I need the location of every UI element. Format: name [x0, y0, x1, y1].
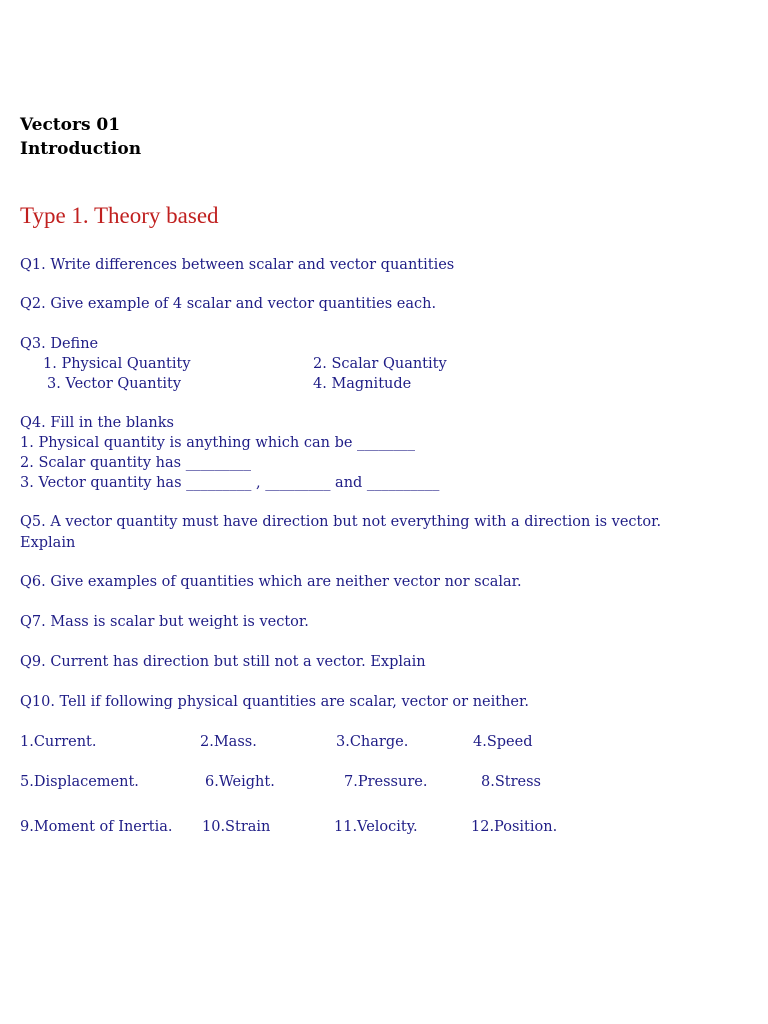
q10-item-displacement: 5.Displacement.: [20, 774, 139, 790]
question-q6: Q6. Give examples of quantities which are neither vector nor scalar.: [20, 574, 522, 590]
q10-item-mass: 2.Mass.: [200, 734, 257, 750]
q10-item-position: 12.Position.: [471, 819, 558, 835]
question-q5-line1: Q5. A vector quantity must have direction but not everything with a direction is vector.: [20, 514, 662, 530]
document-subtitle: Introduction: [20, 139, 142, 159]
q10-item-current: 1.Current.: [20, 734, 97, 750]
section-title: Type 1. Theory based: [20, 203, 219, 228]
q10-item-pressure: 7.Pressure.: [344, 774, 428, 790]
q10-item-stress: 8.Stress: [481, 774, 541, 790]
q10-item-weight: 6.Weight.: [205, 774, 275, 790]
q3-item-magnitude: 4. Magnitude: [313, 376, 412, 392]
q10-item-velocity: 11.Velocity.: [334, 819, 418, 835]
question-q4-prompt: Q4. Fill in the blanks: [20, 415, 174, 431]
question-q7: Q7. Mass is scalar but weight is vector.: [20, 614, 309, 630]
q4-blank-line-1: 1. Physical quantity is anything which can be ________: [20, 435, 416, 451]
q4-blank-line-3: 3. Vector quantity has _________ , _________ and __________: [20, 475, 440, 491]
question-q3-prompt: Q3. Define: [20, 336, 99, 352]
question-q10-prompt: Q10. Tell if following physical quantities are scalar, vector or neither.: [20, 694, 529, 710]
q3-item-vector-quantity: 3. Vector Quantity: [47, 376, 182, 392]
q3-item-physical-quantity: 1. Physical Quantity: [43, 356, 191, 372]
q3-item-scalar-quantity: 2. Scalar Quantity: [313, 356, 447, 372]
q10-item-moment-of-inertia: 9.Moment of Inertia.: [20, 819, 173, 835]
q10-item-charge: 3.Charge.: [336, 734, 409, 750]
question-q9: Q9. Current has direction but still not a vector. Explain: [20, 654, 426, 670]
question-q2: Q2. Give example of 4 scalar and vector quantities each.: [20, 296, 437, 312]
q4-blank-line-2: 2. Scalar quantity has _________: [20, 455, 251, 471]
q10-item-strain: 10.Strain: [202, 819, 271, 835]
question-q5-line2: Explain: [20, 535, 76, 551]
q10-item-speed: 4.Speed: [473, 734, 533, 750]
document-title: Vectors 01: [20, 115, 121, 135]
question-q1: Q1. Write differences between scalar and vector quantities: [20, 257, 455, 273]
